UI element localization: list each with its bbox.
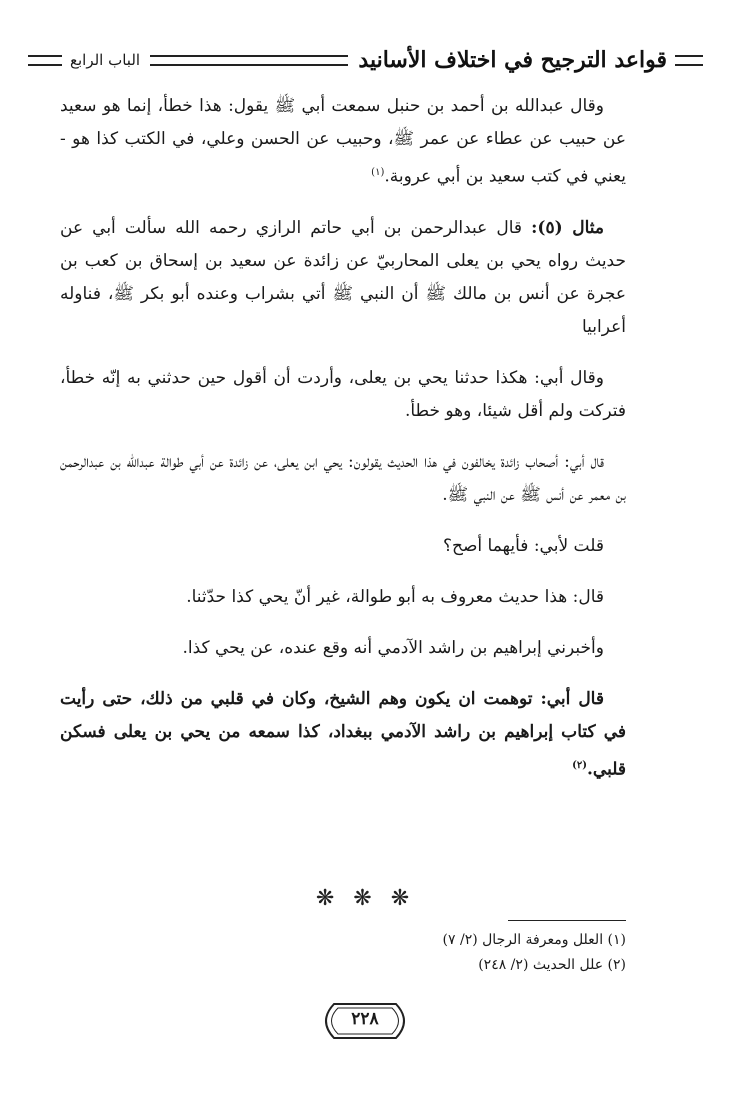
footnote-ref: (١): [371, 167, 385, 178]
main-text: [60, 90, 626, 804]
book-title: قواعد الترجيح في اختلاف الأسانيد: [358, 47, 667, 73]
chapter-title: الباب الرابع: [70, 51, 141, 69]
running-header: [28, 40, 703, 80]
paragraph: قال أبي: توهمت ان يكون وهم الشيخ، وكان في قلبي من ذلك، حتى رأيت في كتاب إبراهيم بن راشد الآدمي ببغداد، كذا سمعه من يحي بن يعلى فسكن قلبي.$^{(٢)}$: [60, 688, 626, 780]
paragraph: قلت لأبي: فأيهما أصح؟: [442, 535, 604, 556]
paragraph: قال أبي: أصحاب زائدة يخالفون في هذا الحديث يقولون: يحي ابن يعلى، عن زائدة عن أبي طوالة عبدالله بن عبدالرحمن بن معمر عن أنس ﷺ عن النبي ﷺ.: [60, 451, 626, 505]
paragraph: وقال أبي: هكذا حدثنا يحي بن يعلى، وأردت أن أقول حين حدثني به إنّه خطأ، فتركت ولم أقل شيئا، وهو خطأ.: [60, 367, 626, 421]
paragraph: قال: هذا حديث معروف به أبو طوالة، غير أنّ يحي كذا حدّثنا.: [186, 586, 604, 607]
footnote-ref: (٢): [572, 759, 588, 771]
paragraph-example: مثال (٥): قال عبدالرحمن بن أبي حاتم الرازي رحمه الله سألت أبي عن حديث رواه يحي بن يعلى المحاربيّ عن زائدة عن سعيد بن إسحاق بن كعب بن عجرة عن أنس بن مالك ﷺ أن النبي ﷺ أتي بشراب وعنده أبو بكر ﷺ، فناوله أعرابيا: [60, 217, 626, 337]
footnotes: [300, 928, 626, 978]
page-number-ornament: [316, 1000, 414, 1042]
paragraph: وقال عبدالله بن أحمد بن حنبل سمعت أبي ﷺ يقول: هذا خطأ، إنما هو سعيد عن حبيب عن عطاء عن عمر ﷺ، وحبيب عن الحسن وعلي، في الكتب كذا هو - يعني في كتب سعيد بن أبي عروبة.$^{(١)}$: [60, 96, 626, 187]
header-rule-right: [675, 55, 703, 66]
paragraph: وأخبرني إبراهيم بن راشد الآدمي أنه وقع عنده، عن يحي كذا.: [182, 637, 604, 658]
footnote-item: (١) العلل ومعرفة الرجال (٢/ ٧): [442, 932, 626, 948]
footnote-item: (٢) علل الحديث (٢/ ٢٤٨): [478, 957, 626, 973]
example-label: مثال (٥):: [531, 217, 604, 238]
page-number: ٢٢٨: [351, 1009, 379, 1029]
footnote-rule: [508, 920, 626, 921]
section-separator: ❋ ❋ ❋: [315, 886, 416, 911]
header-rule-left: [28, 55, 62, 66]
header-rule-middle: [150, 55, 348, 66]
